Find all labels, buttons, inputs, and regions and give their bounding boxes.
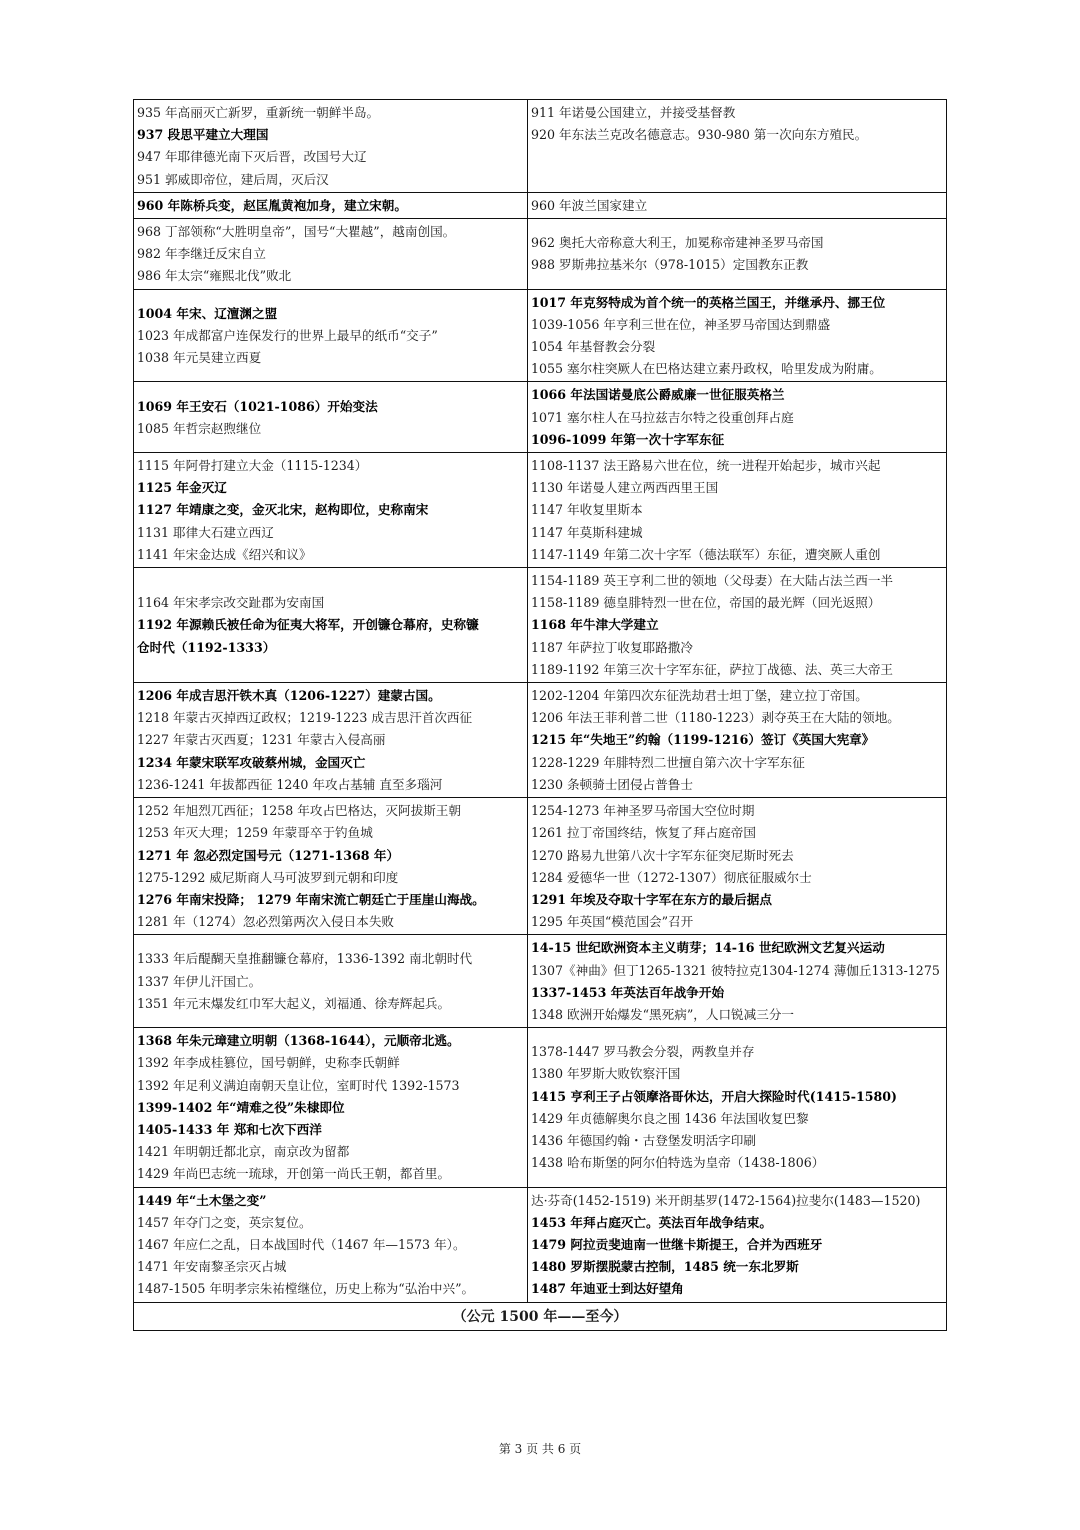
event-line: 1436 年德国约翰・古登堡发明活字印刷 (531, 1133, 756, 1149)
key-event-line: 937 段思平建立大理国 (137, 127, 269, 143)
world-cell (528, 453, 947, 568)
timeline-row (134, 1028, 947, 1187)
event-line: 1054 年基督教会分裂 (531, 339, 656, 355)
key-event-line: 1399-1402 年“靖难之役”朱棣即位 (137, 1099, 345, 1115)
key-event-line: 1449 年“土木堡之变” (137, 1192, 267, 1208)
event-line: 1230 条顿骑士团侵占普鲁士 (531, 776, 693, 792)
event-line: 1147 年收复里斯本 (531, 502, 643, 518)
key-event-line: 1368 年朱元璋建立明朝（1368-1644），元顺帝北逃。 (137, 1033, 460, 1049)
event-line: 1392 年足利义满迫南朝天皇让位，室町时代 1392-1573 (137, 1077, 460, 1093)
timeline-row (134, 100, 947, 193)
event-line: 1252 年旭烈兀西征；1258 年攻占巴格达，灭阿拔斯王朝 (137, 803, 461, 819)
world-cell (528, 219, 947, 290)
timeline-row (134, 935, 947, 1028)
event-line: 1429 年贞德解奥尔良之围 1436 年法国收复巴黎 (531, 1110, 809, 1126)
event-line: 1348 欧洲开始爆发“黑死病”，人口锐减三分一 (531, 1006, 795, 1022)
event-line: 1187 年萨拉丁收复耶路撒冷 (531, 639, 693, 655)
event-line: 1275-1292 威尼斯商人马可波罗到元朝和印度 (137, 869, 399, 885)
china-asia-cell (134, 219, 528, 290)
event-line: 1253 年灭大理；1259 年蒙哥卒于钓鱼城 (137, 825, 373, 841)
event-line: 1023 年成都富户连保发行的世界上最早的纸币“交子” (137, 327, 438, 343)
key-event-line: 1234 年蒙宋联军攻破蔡州城，金国灭亡 (137, 754, 366, 770)
event-line: 1351 年元末爆发红巾军大起义，刘福通、徐寿辉起兵。 (137, 995, 451, 1011)
key-event-line: 仓时代（1192-1333） (137, 639, 276, 655)
event-line: 1130 年诺曼人建立两西西里王国 (531, 480, 719, 496)
world-cell (528, 100, 947, 193)
event-line: 1189-1192 年第三次十字军东征，萨拉丁战德、法、英三大帝王 (531, 661, 894, 677)
event-line: 1154-1189 英王亨利二世的领地（父母妻）在大陆占法兰西一半 (531, 573, 894, 589)
timeline-row (134, 453, 947, 568)
event-line: 1228-1229 年腓特烈二世擅自第六次十字军东征 (531, 754, 805, 770)
event-line: 1218 年蒙古灭掉西辽政权；1219-1223 成吉思汗首次西征 (137, 710, 473, 726)
event-line: 达·芬奇(1452-1519) 米开朗基罗(1472-1564)拉斐尔(1483—1520) (531, 1192, 921, 1208)
event-line: 1281 年（1274）忽必烈第两次入侵日本失败 (137, 914, 395, 930)
world-cell (528, 289, 947, 382)
event-line: 1295 年英国“模范国会”召开 (531, 914, 694, 930)
key-event-line: 1291 年埃及夺取十字军在东方的最后据点 (531, 891, 772, 907)
world-cell (528, 683, 947, 798)
key-event-line: 1271 年 忽必烈定国号元（1271-1368 年） (137, 847, 400, 863)
event-line: 1038 年元昊建立西夏 (137, 350, 262, 366)
event-line: 982 年李继迁反宋自立 (137, 246, 266, 262)
event-line: 1270 路易九世第八次十字军东征突尼斯时死去 (531, 847, 794, 863)
china-asia-cell (134, 683, 528, 798)
timeline-body (134, 100, 947, 1331)
event-line: 1254-1273 年神圣罗马帝国大空位时期 (531, 803, 755, 819)
china-asia-cell (134, 1187, 528, 1302)
event-line: 1131 耶律大石建立西辽 (137, 524, 274, 540)
china-asia-cell (134, 100, 528, 193)
event-line: 1467 年应仁之乱，日本战国时代（1467 年—1573 年）。 (137, 1236, 466, 1252)
event-line: 988 罗斯弗拉基米尔（978-1015）定国教东正教 (531, 257, 809, 273)
event-line: 986 年太宗“雍熙北伐”败北 (137, 268, 292, 284)
timeline-row (134, 219, 947, 290)
key-event-line: 1004 年宋、辽澶渊之盟 (137, 305, 278, 321)
event-line: 1164 年宋孝宗改交趾郡为安南国 (137, 595, 325, 611)
event-line: 1085 年哲宗赵煦继位 (137, 420, 262, 436)
event-line: 1227 年蒙古灭西夏；1231 年蒙古入侵高丽 (137, 732, 386, 748)
event-line: 1307《神曲》但丁1265-1321 彼特拉克1304-1274 薄伽丘1313-1275 (531, 962, 940, 978)
event-line: 935 年高丽灭亡新罗，重新统一朝鲜半岛。 (137, 105, 380, 120)
page-number: 第 3 页 共 6 页 (498, 1442, 582, 1456)
event-line: 1115 年阿骨打建立大金（1115-1234） (137, 458, 368, 474)
world-cell (528, 798, 947, 935)
key-event-line: 1415 亨利王子占领摩洛哥休达，开启大探险时代(1415-1580) (531, 1088, 897, 1104)
timeline-row (134, 798, 947, 935)
event-line: 1055 塞尔柱突厥人在巴格达建立素丹政权，哈里发成为附庸。 (531, 361, 882, 377)
event-line: 947 年耶律德光南下灭后晋，改国号大辽 (137, 149, 367, 165)
timeline-row (134, 289, 947, 382)
event-line: 1141 年宋金达成《绍兴和议》 (137, 546, 312, 562)
key-event-line: 1276 年南宋投降； 1279 年南宋流亡朝廷亡于厓崖山海战。 (137, 891, 485, 907)
event-line: 1261 拉丁帝国终结，恢复了拜占庭帝国 (531, 825, 756, 841)
timeline-row (134, 1187, 947, 1302)
key-event-line: 1337-1453 年英法百年战争开始 (531, 984, 725, 1000)
key-event-line: 1405-1433 年 郑和七次下西洋 (137, 1121, 322, 1137)
event-line: 1421 年明朝迁都北京，南京改为留都 (137, 1144, 350, 1160)
event-line: 1071 塞尔柱人在马拉兹吉尔特之役重创拜占庭 (531, 409, 794, 425)
key-event-line: 14-15 世纪欧洲资本主义萌芽；14-16 世纪欧洲文艺复兴运动 (531, 940, 885, 956)
event-line: 1471 年安南黎圣宗灭占城 (137, 1259, 287, 1275)
section-heading: （公元 1500 年——至今） (134, 1302, 947, 1330)
world-cell (528, 935, 947, 1028)
event-line: 960 年波兰国家建立 (531, 197, 648, 213)
timeline-row (134, 568, 947, 683)
timeline-row (134, 382, 947, 453)
china-asia-cell (134, 289, 528, 382)
event-line: 1392 年李成桂篡位，国号朝鲜，史称李氏朝鲜 (137, 1055, 400, 1071)
china-asia-cell (134, 1028, 528, 1187)
key-event-line: 1125 年金灭辽 (137, 480, 227, 496)
world-cell (528, 192, 947, 218)
event-line: 1333 年后醍醐天皇推翻镰仓幕府，1336-1392 南北朝时代 (137, 951, 473, 967)
event-line: 968 丁部领称“大胜明皇帝”，国号“大瞿越”，越南创国。 (137, 224, 456, 240)
event-line: 911 年诺曼公国建立，并接受基督教 (531, 105, 736, 120)
event-line: 1147 年莫斯科建城 (531, 524, 643, 540)
event-line: 1236-1241 年拔都西征 1240 年攻占基辅 直至多瑙河 (137, 776, 443, 792)
event-line: 1438 哈布斯堡的阿尔伯特选为皇帝（1438-1806） (531, 1155, 825, 1171)
event-line: 1457 年夺门之变，英宗复位。 (137, 1214, 312, 1230)
key-event-line: 1487 年迪亚士到达好望角 (531, 1281, 684, 1297)
event-line: 951 郭威即帝位，建后周，灭后汉 (137, 171, 329, 187)
event-line: 962 奥托大帝称意大利王，加冕称帝建神圣罗马帝国 (531, 235, 824, 251)
key-event-line: 1066 年法国诺曼底公爵威廉一世征服英格兰 (531, 387, 785, 403)
event-line: 1380 年罗斯大败钦察汗国 (531, 1066, 681, 1082)
world-cell (528, 1028, 947, 1187)
key-event-line: 1096-1099 年第一次十字军东征 (531, 431, 725, 447)
key-event-line: 960 年陈桥兵变，赵匡胤黄袍加身，建立宋朝。 (137, 197, 407, 213)
event-line: 1206 年法王菲利普二世（1180-1223）剥夺英王在大陆的领地。 (531, 710, 900, 726)
china-asia-cell (134, 453, 528, 568)
china-asia-cell (134, 798, 528, 935)
event-line: 1108-1137 法王路易六世在位，统一进程开始起步，城市兴起 (531, 458, 881, 474)
event-line: 920 年东法兰克改名德意志。930-980 第一次向东方殖民。 (531, 127, 868, 143)
key-event-line: 1127 年靖康之变，金灭北宋，赵构即位，史称南宋 (137, 502, 429, 518)
event-line: 1378-1447 罗马教会分裂，两教皇并存 (531, 1044, 755, 1060)
key-event-line: 1479 阿拉贡斐迪南一世继卡斯提王，合并为西班牙 (531, 1236, 823, 1252)
timeline-row (134, 683, 947, 798)
china-asia-cell (134, 568, 528, 683)
china-asia-cell (134, 382, 528, 453)
event-line: 1147-1149 年第二次十字军（德法联军）东征，遭突厥人重创 (531, 546, 881, 562)
event-line: 1158-1189 德皇腓特烈一世在位，帝国的最光辉（回光返照） (531, 595, 881, 611)
event-line: 1202-1204 年第四次东征洗劫君士坦丁堡，建立拉丁帝国。 (531, 688, 868, 704)
section-heading-row (134, 1302, 947, 1330)
key-event-line: 1192 年源赖氏被任命为征夷大将军，开创镰仓幕府，史称镰 (137, 617, 479, 633)
key-event-line: 1168 年牛津大学建立 (531, 617, 659, 633)
key-event-line: 1480 罗斯摆脱蒙古控制，1485 统一东北罗斯 (531, 1259, 799, 1275)
timeline-row (134, 192, 947, 218)
key-event-line: 1017 年克努特成为首个统一的英格兰国王，并继承丹、挪王位 (531, 294, 886, 310)
world-cell (528, 382, 947, 453)
event-line: 1429 年尚巴志统一琉球，开创第一尚氏王朝，都首里。 (137, 1166, 451, 1182)
key-event-line: 1206 年成吉思汗铁木真（1206-1227）建蒙古国。 (137, 688, 441, 704)
china-asia-cell (134, 935, 528, 1028)
key-event-line: 1069 年王安石（1021-1086）开始变法 (137, 398, 378, 414)
key-event-line: 1453 年拜占庭灭亡。英法百年战争结束。 (531, 1214, 772, 1230)
china-asia-cell (134, 192, 528, 218)
event-line: 1337 年伊儿汗国亡。 (137, 973, 262, 989)
world-cell (528, 1187, 947, 1302)
timeline-table (133, 99, 947, 1331)
key-event-line: 1215 年“失地王”约翰（1199-1216）签订《英国大宪章》 (531, 732, 875, 748)
event-line: 1487-1505 年明孝宗朱祐樘继位，历史上称为“弘治中兴”。 (137, 1281, 475, 1297)
event-line: 1039-1056 年亨利三世在位，神圣罗马帝国达到鼎盛 (531, 316, 831, 332)
event-line: 1284 爱德华一世（1272-1307）彻底征服威尔士 (531, 869, 812, 885)
world-cell (528, 568, 947, 683)
